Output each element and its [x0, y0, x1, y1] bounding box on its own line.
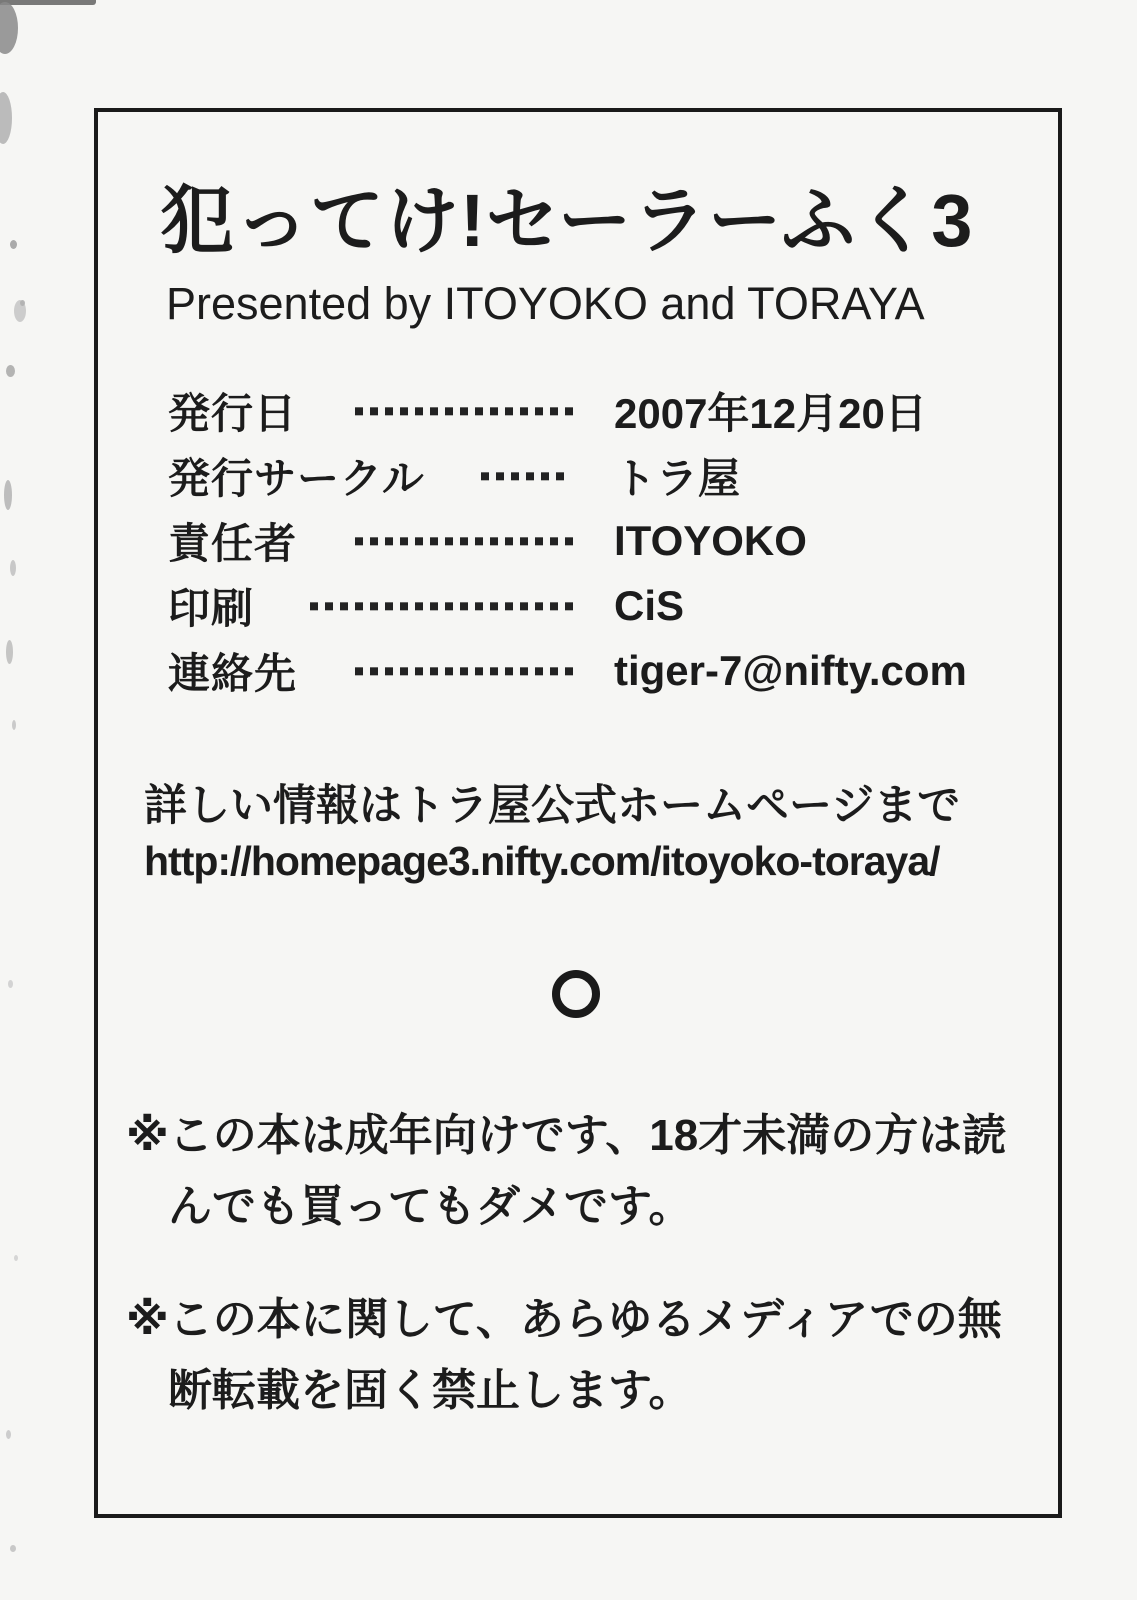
reprint-prohibition-notice: ※この本に関して、あらゆるメディアでの無断転載を固く禁止します。 [126, 1295, 1002, 1415]
scan-artifact [10, 240, 17, 249]
scan-artifact [14, 300, 26, 322]
scan-artifact [0, 2, 18, 54]
colophon-table [98, 378, 1058, 703]
colophon-row-contact [98, 638, 1058, 703]
leader-dots [355, 407, 573, 415]
colophon-row-printing [98, 573, 1058, 638]
scan-artifact [6, 640, 13, 664]
row-value: トラ屋 [614, 454, 741, 502]
scan-artifact [0, 0, 96, 5]
scan-artifact [4, 480, 12, 510]
leader-dots [355, 667, 573, 675]
scan-artifact [6, 1430, 11, 1439]
row-value: ITOYOKO [614, 516, 807, 564]
adult-notice: ※この本は成年向けです、18才未満の方は読んでも買ってもダメです。 [126, 1111, 1007, 1231]
colophon-row-circle [98, 443, 1058, 508]
website-url: http://homepage3.nifty.com/itoyoko-toraya/ [144, 838, 940, 884]
colophon-row-publish-date [98, 378, 1058, 443]
scan-artifact [0, 92, 12, 144]
row-value: CiS [614, 581, 685, 629]
colophon-frame [94, 108, 1062, 1518]
row-label: 責任者 [168, 519, 298, 567]
leader-dots [481, 472, 564, 480]
scan-artifact [12, 720, 16, 730]
doujin-title: 犯ってけ!セーラーふく3 [160, 179, 974, 262]
row-value: 2007年12月20日 [614, 389, 927, 437]
row-label: 印刷 [168, 584, 255, 632]
scan-artifact [8, 980, 13, 988]
scan-artifact [14, 1255, 18, 1261]
colophon-row-responsible [98, 508, 1058, 573]
presented-by-line: Presented by ITOYOKO and TORAYA [166, 278, 925, 329]
scan-artifact [6, 365, 15, 377]
circle-mark [552, 970, 600, 1018]
scan-artifact [10, 560, 16, 576]
row-label: 発行サークル [168, 454, 425, 502]
row-label: 連絡先 [168, 649, 298, 697]
leader-dots [310, 602, 573, 610]
row-label: 発行日 [168, 389, 298, 437]
website-note: 詳しい情報はトラ屋公式ホームページまで [144, 782, 961, 830]
row-value: tiger-7@nifty.com [614, 646, 967, 694]
scan-artifact [10, 1545, 16, 1552]
leader-dots [355, 537, 573, 545]
